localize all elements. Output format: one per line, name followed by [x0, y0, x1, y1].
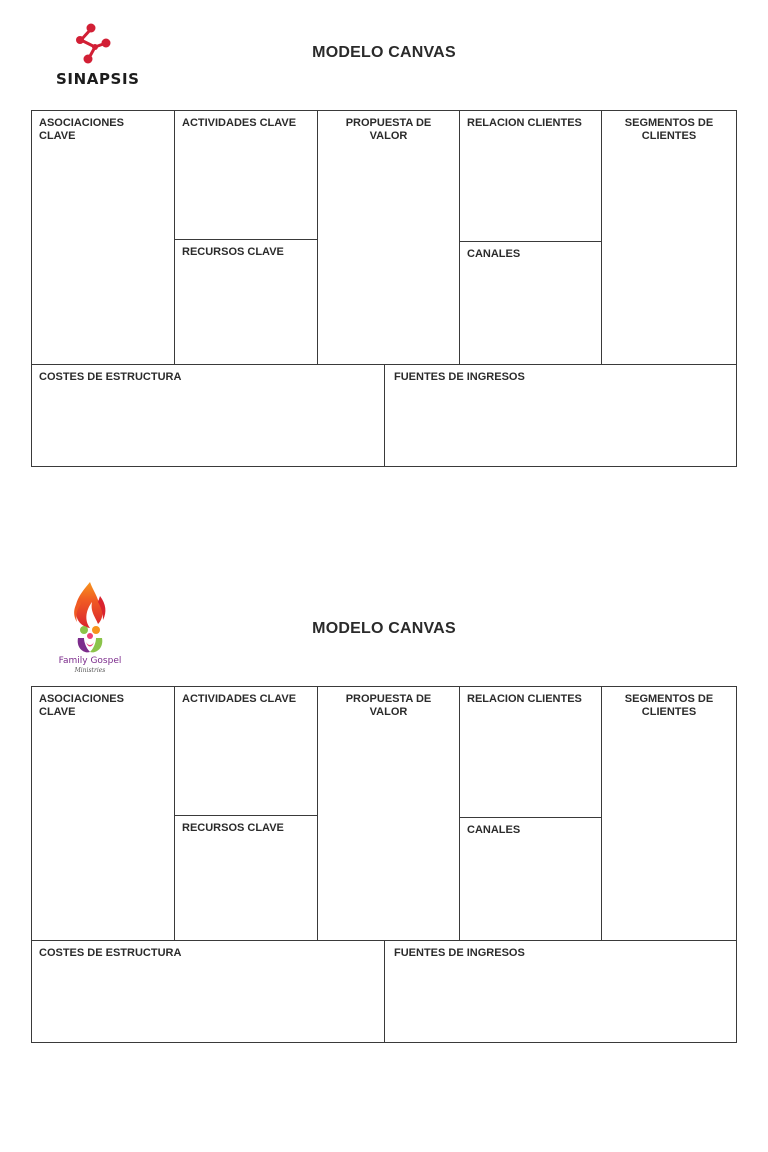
page-title: MODELO CANVAS — [312, 620, 456, 637]
cell-label: CANALES — [467, 248, 521, 260]
cell-label: RELACION CLIENTES — [467, 693, 582, 705]
family-gospel-subtitle: Ministries — [74, 667, 106, 674]
cell-label: RECURSOS CLAVE — [182, 246, 284, 258]
cell-label: PROPUESTA DE VALOR — [345, 117, 432, 142]
sinapsis-wordmark: SINAPSIS — [56, 70, 140, 88]
cell-label: PROPUESTA DE VALOR — [345, 693, 432, 718]
cell-label: ACTIVIDADES CLAVE — [182, 693, 297, 705]
cell-asociaciones-clave[interactable] — [31, 686, 175, 941]
cell-relacion-clientes[interactable] — [459, 686, 602, 818]
cell-asociaciones-clave[interactable] — [31, 110, 175, 365]
cell-fuentes-de-ingresos[interactable] — [384, 364, 737, 467]
page-title: MODELO CANVAS — [312, 44, 456, 61]
canvas-sheet-family-gospel — [0, 576, 768, 1152]
cell-label: SEGMENTOS DE CLIENTES — [624, 117, 714, 142]
cell-label: RECURSOS CLAVE — [182, 822, 284, 834]
business-model-canvas — [31, 686, 737, 1043]
cell-label: FUENTES DE INGRESOS — [394, 371, 525, 383]
cell-costes-de-estructura[interactable] — [31, 940, 385, 1043]
cell-recursos-clave[interactable] — [174, 815, 318, 941]
cell-label: FUENTES DE INGRESOS — [394, 947, 525, 959]
cell-actividades-clave[interactable] — [174, 686, 318, 816]
flame-family-icon — [50, 580, 130, 656]
cell-label: ACTIVIDADES CLAVE — [182, 117, 297, 129]
cell-recursos-clave[interactable] — [174, 239, 318, 365]
business-model-canvas — [31, 110, 737, 467]
family-gospel-name: Family Gospel — [58, 656, 122, 666]
cell-actividades-clave[interactable] — [174, 110, 318, 240]
cell-label: SEGMENTOS DE CLIENTES — [624, 693, 714, 718]
cell-segmentos-de-clientes[interactable] — [601, 686, 737, 941]
cell-canales[interactable] — [459, 241, 602, 365]
cell-costes-de-estructura[interactable] — [31, 364, 385, 467]
cell-label: ASOCIACIONES CLAVE — [39, 117, 124, 142]
cell-relacion-clientes[interactable] — [459, 110, 602, 242]
cell-label: RELACION CLIENTES — [467, 117, 582, 129]
cell-label: ASOCIACIONES CLAVE — [39, 693, 124, 718]
cell-label: COSTES DE ESTRUCTURA — [39, 947, 182, 959]
cell-propuesta-de-valor[interactable] — [317, 686, 460, 941]
cell-propuesta-de-valor[interactable] — [317, 110, 460, 365]
cell-label: COSTES DE ESTRUCTURA — [39, 371, 182, 383]
cell-label: CANALES — [467, 824, 521, 836]
cell-segmentos-de-clientes[interactable] — [601, 110, 737, 365]
cell-fuentes-de-ingresos[interactable] — [384, 940, 737, 1043]
cell-canales[interactable] — [459, 817, 602, 941]
